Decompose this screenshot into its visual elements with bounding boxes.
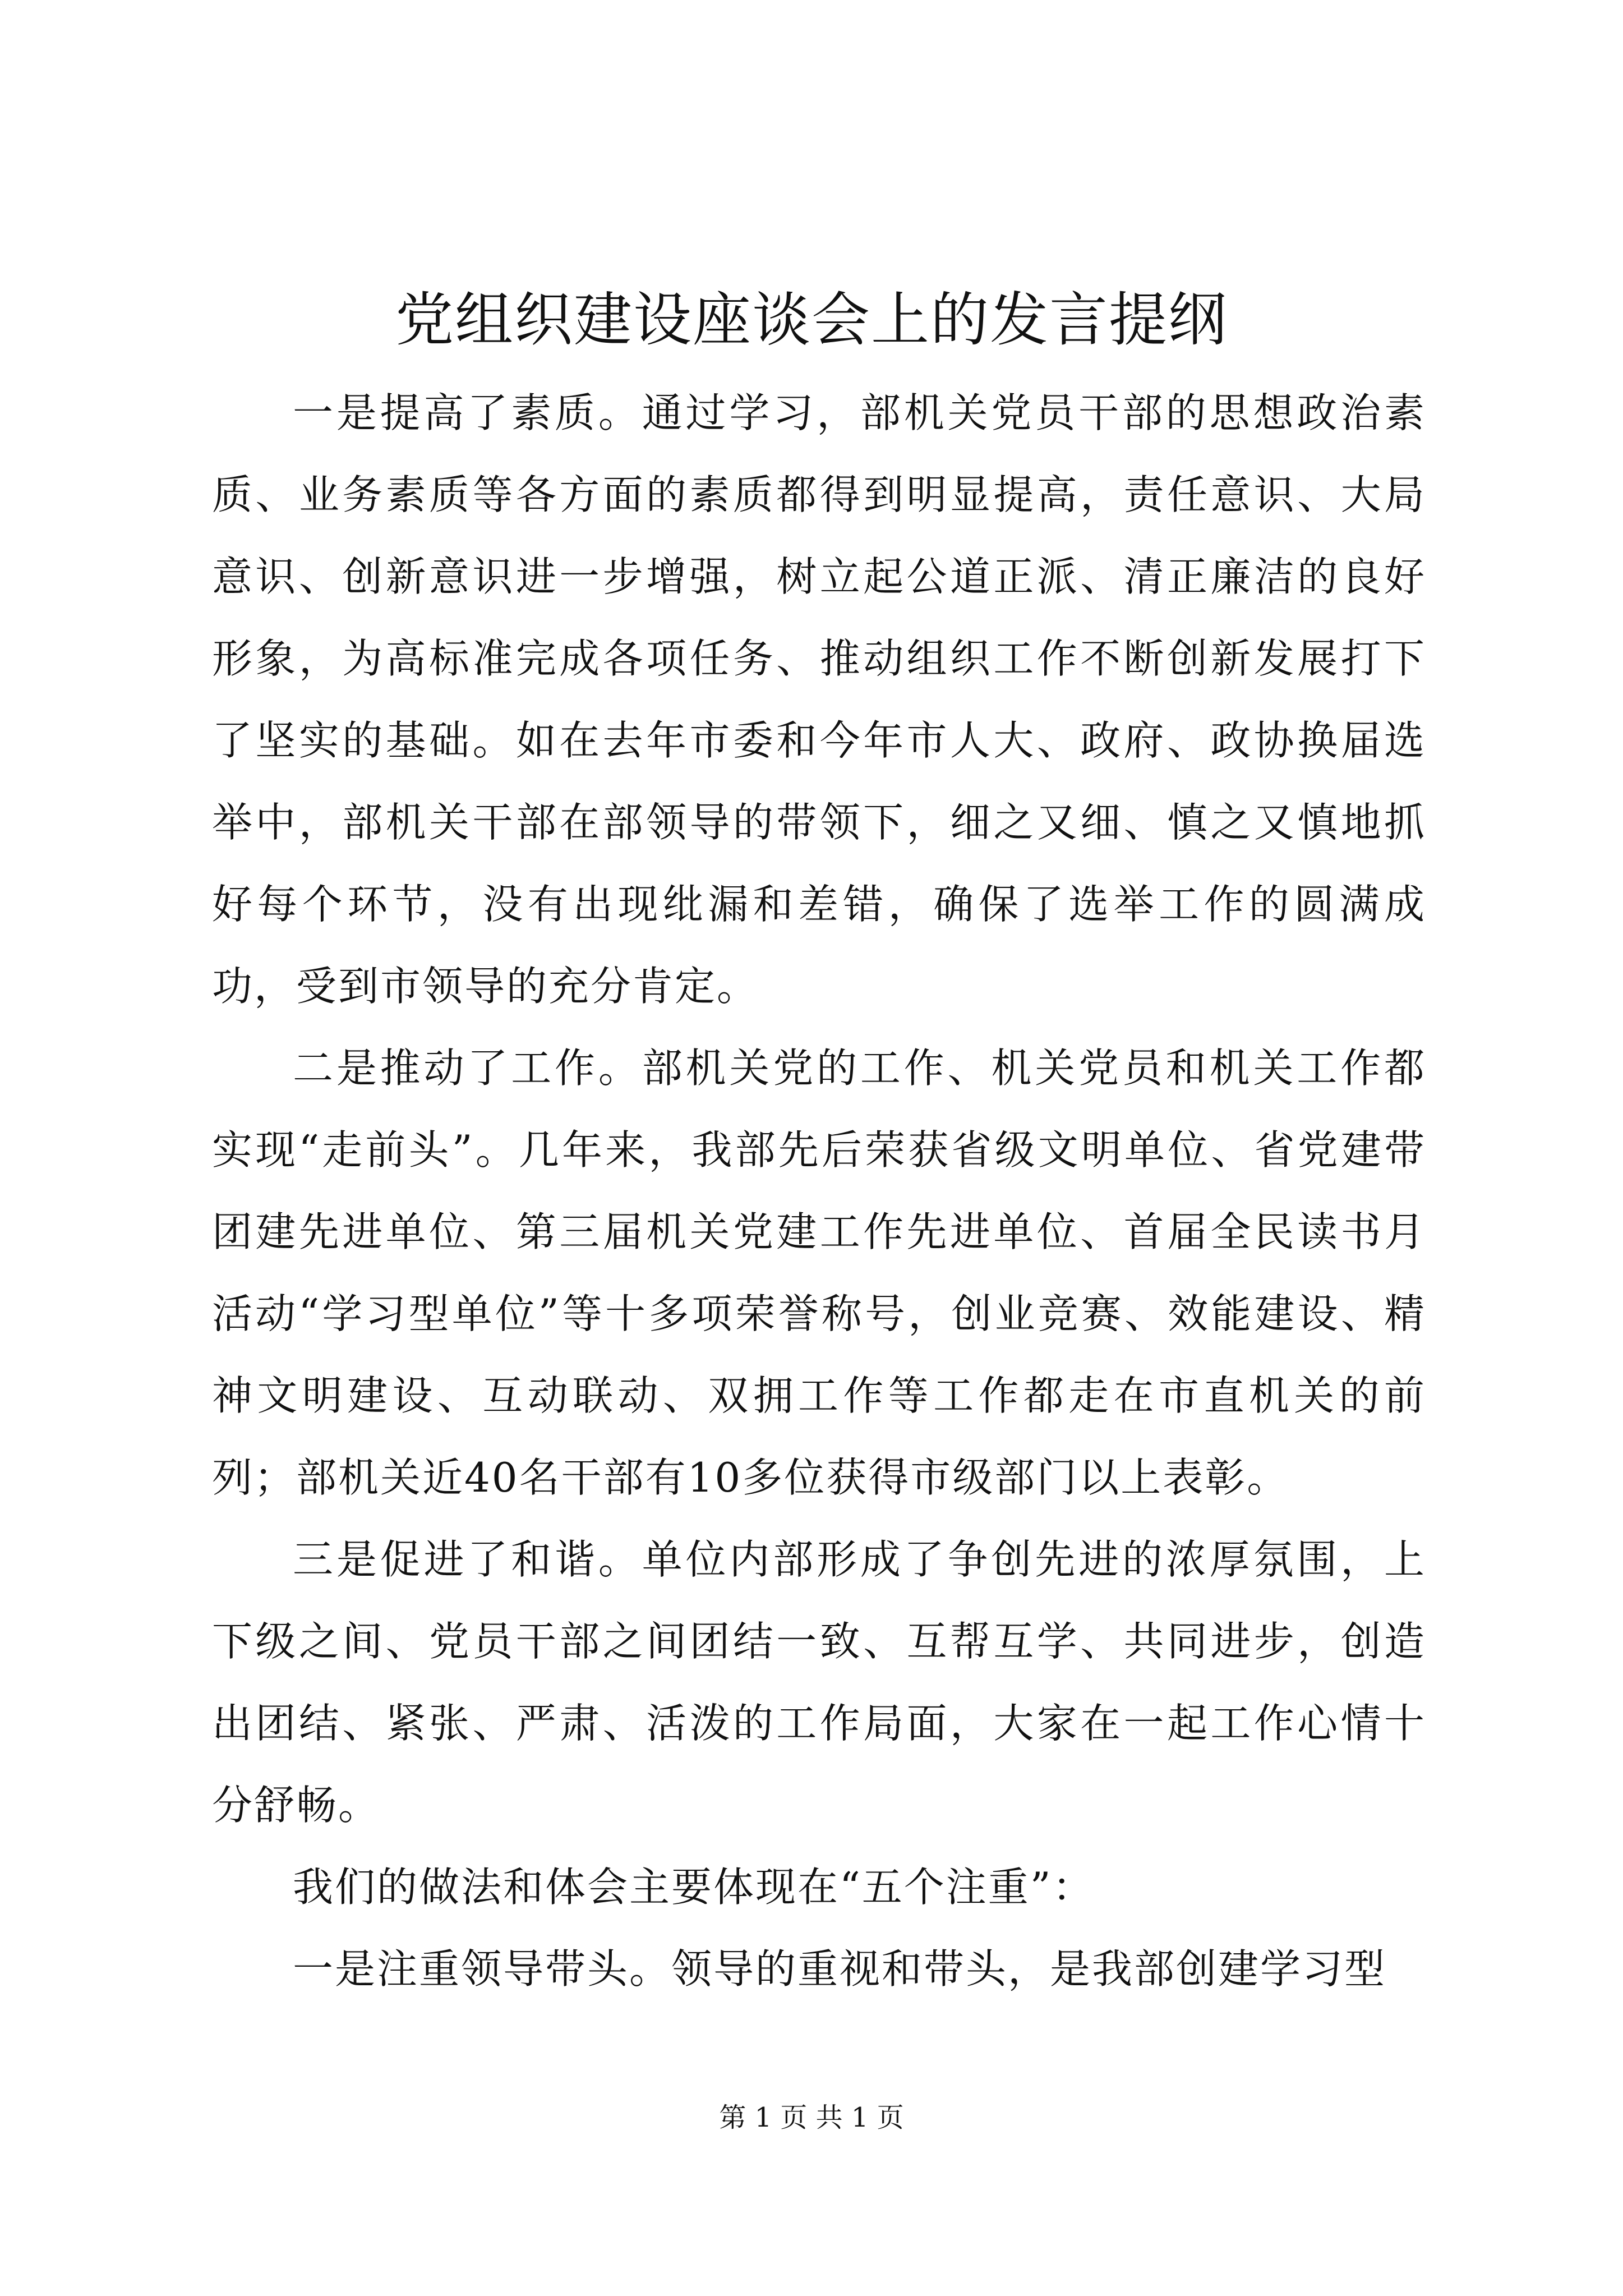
document-body <box>212 372 1426 2010</box>
paragraph-4: 我们的做法和体会主要体现在“五个注重”： <box>293 1864 1095 1911</box>
page-footer: 第 1 页 共 1 页 <box>719 2102 904 2133</box>
document-title: 党组织建设座谈会上的发言提纲 <box>395 286 1228 354</box>
paragraph-2: 二是推动了工作。部机关党的工作、机关党员和机关工作都实现“走前头”。几年来，我部先后荣获省级文明单位、省党建带团建先进单位、第三届机关党建工作先进单位、首届全民读书月活动“学习型单位”等十多项荣誉称号，创业竞赛、效能建设、精神文明建设、互动联动、双拥工作等工作都走在市直机关的前列；部机关近40名干部有10多位获得市级部门以上表彰。 <box>212 1045 1426 1501</box>
paragraph-3: 三是促进了和谐。单位内部形成了争创先进的浓厚氛围，上下级之间、党员干部之间团结一致、互帮互学、共同进步，创造出团结、紧张、严肃、活泼的工作局面，大家在一起工作心情十分舒畅。 <box>212 1536 1426 1829</box>
paragraph-1: 一是提高了素质。通过学习，部机关党员干部的思想政治素质、业务素质等各方面的素质都得到明显提高，责任意识、大局意识、创新意识进一步增强，树立起公道正派、清正廉洁的良好形象，为高标准完成各项任务、推动组织工作不断创新发展打下了坚实的基础。如在去年市委和今年市人大、政府、政协换届选举中，部机关干部在部领导的带领下，细之又细、慎之又慎地抓好每个环节，没有出现纰漏和差错，确保了选举工作的圆满成功，受到市领导的充分肯定。 <box>212 389 1426 1010</box>
paragraph-5: 一是注重领导带头。领导的重视和带头，是我部创建学习型 <box>293 1945 1387 1993</box>
